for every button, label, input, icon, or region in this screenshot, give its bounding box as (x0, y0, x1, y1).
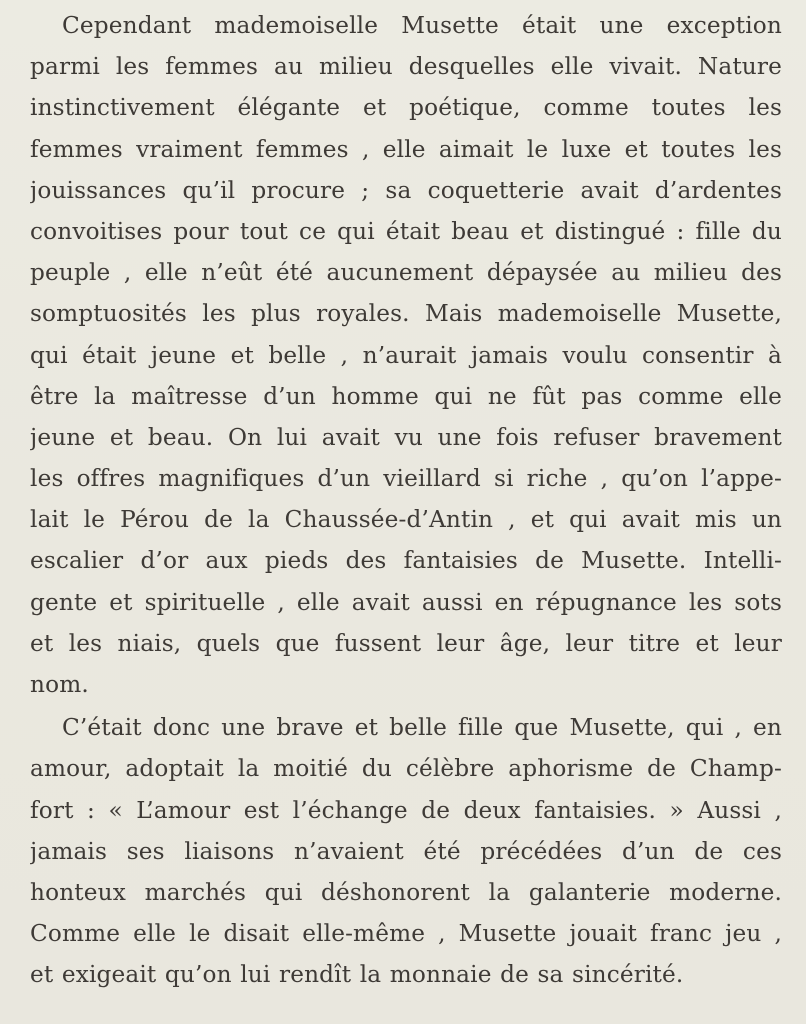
text-line: être la maîtresse d’un homme qui ne fût pas comme elle (30, 382, 782, 410)
text-line: jouissances qu’il procure ; sa coquetterie avait d’ardentes (30, 176, 782, 204)
text-line: et exigeait qu’on lui rendît la monnaie de sa sincérité. (30, 961, 684, 989)
text-line: les offres magnifiques d’un vieillard si riche , qu’on l’appe- (30, 465, 782, 493)
text-line: parmi les femmes au milieu desquelles elle vivait. Nature (30, 53, 782, 81)
text-line: et les niais, quels que fussent leur âge, leur titre et leur (30, 629, 782, 657)
text-line: escalier d’or aux pieds des fantaisies de Musette. Intelli- (30, 547, 782, 575)
page-text (30, 5, 782, 996)
text-line: peuple , elle n’eût été aucunement dépaysée au milieu des (30, 259, 782, 287)
text-line: C’était donc une brave et belle fille que Musette, qui , en (62, 714, 782, 742)
text-line: Cependant mademoiselle Musette était une exception (62, 12, 782, 39)
text-line: gente et spirituelle , elle avait aussi en répugnance les sots (30, 588, 782, 616)
text-line: jeune et beau. On lui avait vu une fois refuser bravement (30, 423, 782, 451)
text-line: amour, adoptait la moitié du célèbre aphorisme de Champ- (30, 755, 782, 783)
text-line: instinctivement élégante et poétique, comme toutes les (30, 94, 782, 122)
text-line: fort : « L’amour est l’échange de deux fantaisies. » Aussi , (30, 796, 782, 824)
text-line: lait le Pérou de la Chaussée-d’Antin , et qui avait mis un (30, 506, 782, 534)
text-line: somptuosités les plus royales. Mais mademoiselle Musette, (30, 300, 782, 328)
paragraph-2 (30, 707, 782, 995)
text-line: jamais ses liaisons n’avaient été précédées d’un de ces (30, 837, 782, 865)
paragraph-1 (30, 5, 782, 705)
text-line: qui était jeune et belle , n’aurait jamais voulu consentir à (30, 341, 782, 369)
text-line: femmes vraiment femmes , elle aimait le luxe et toutes les (30, 135, 782, 163)
text-line: honteux marchés qui déshonorent la galanterie moderne. (30, 878, 782, 906)
text-line: convoitises pour tout ce qui était beau et distingué : fille du (30, 217, 782, 245)
text-line: nom. (30, 671, 89, 698)
text-line: Comme elle le disait elle-même , Musette jouait franc jeu , (30, 920, 782, 948)
